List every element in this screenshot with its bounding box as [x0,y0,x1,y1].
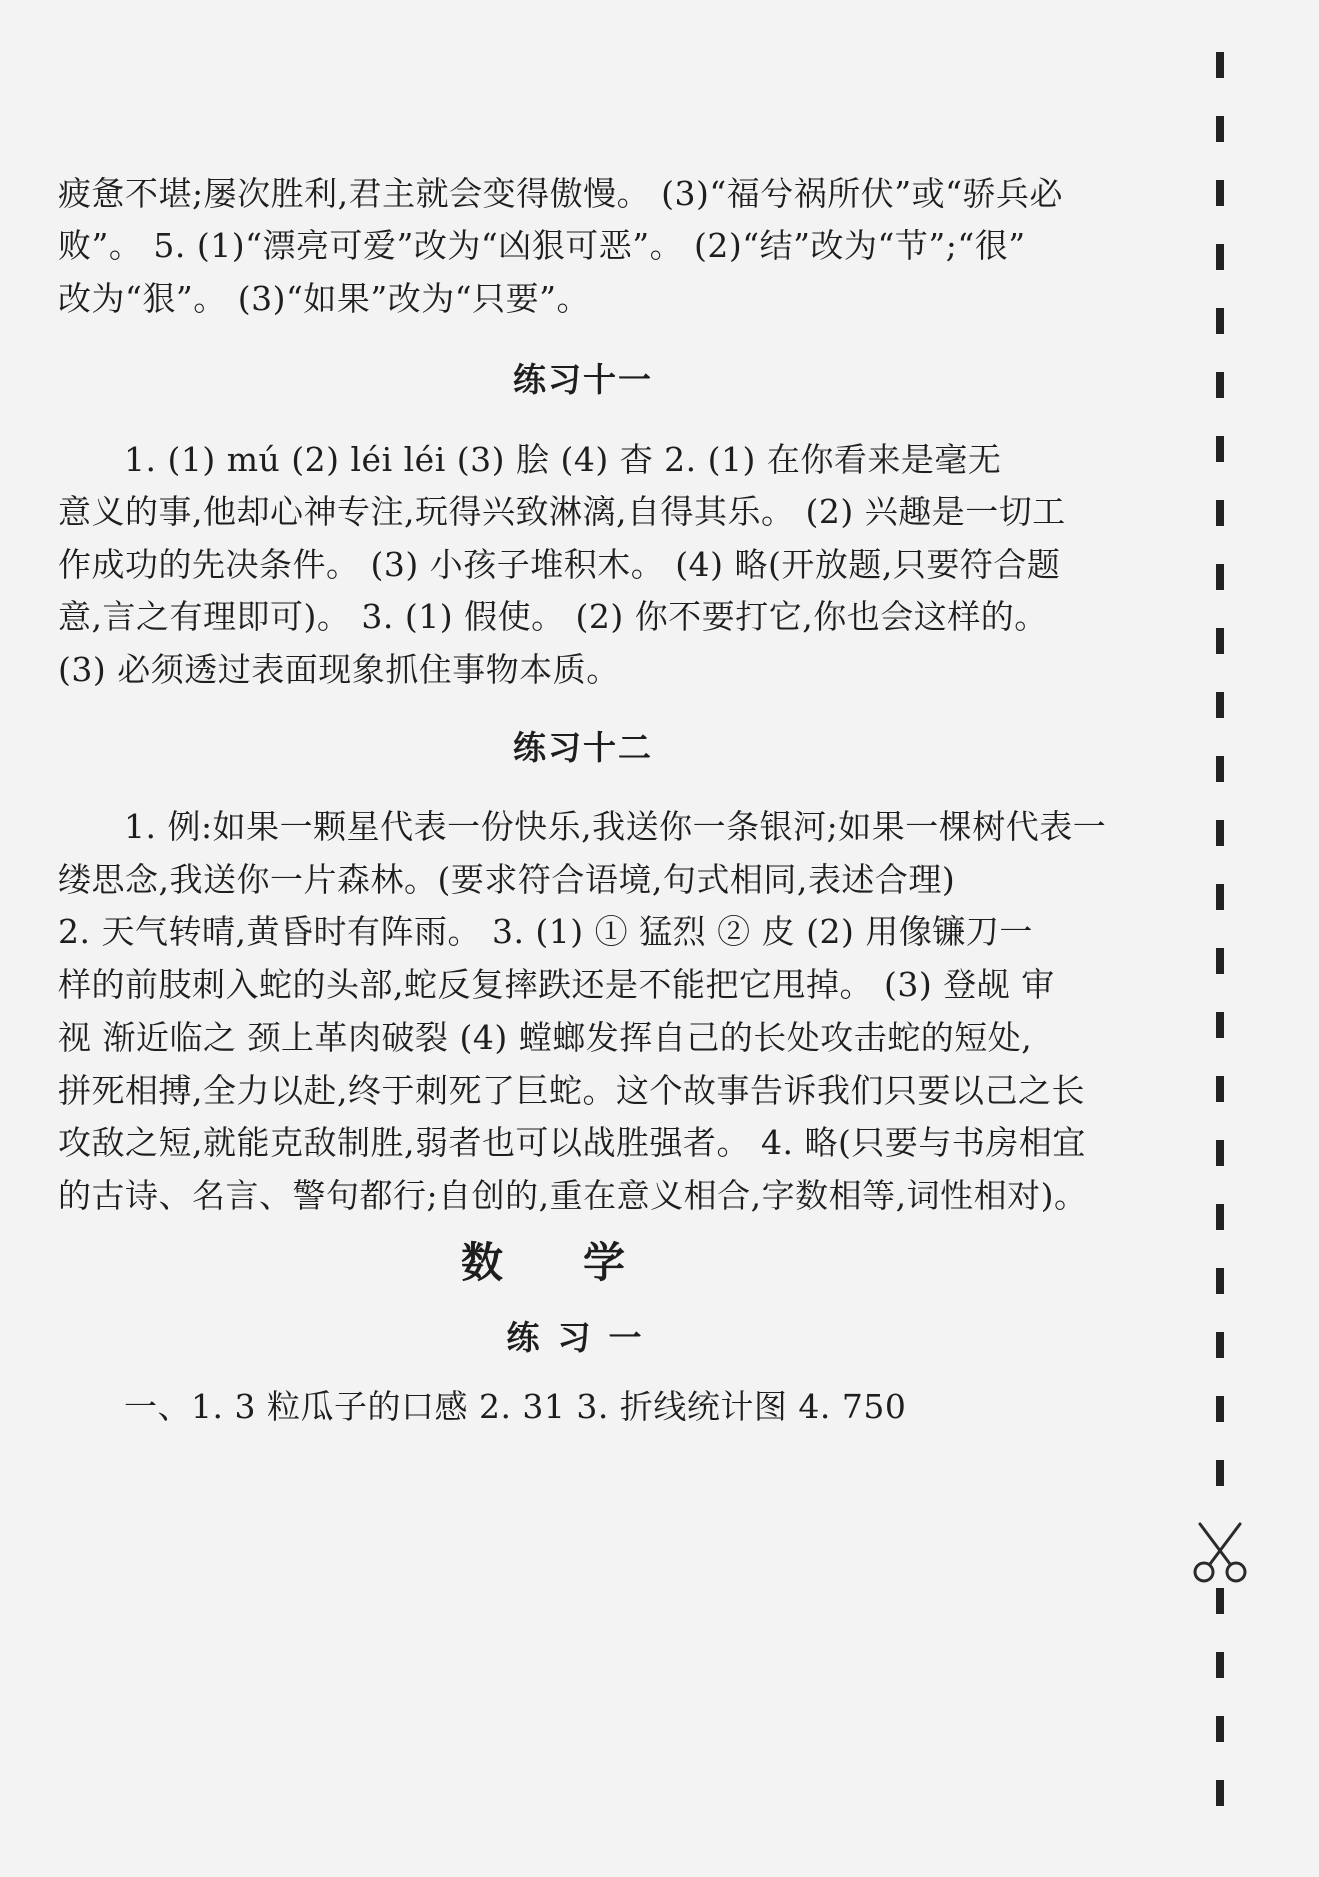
scissors-icon [1182,1518,1258,1586]
answer-line: 1. (1) mú (2) léi léi (3) 脍 (4) 杳 2. (1) 在你看来是毫无 [124,440,1002,479]
answer-line: 改为“狠”。 (3)“如果”改为“只要”。 [58,279,590,318]
answer-line: 作成功的先决条件。 (3) 小孩子堆积木。 (4) 略(开放题,只要符合题 [58,545,1061,584]
section-title: 练习十二 [513,728,653,767]
answer-line: 的古诗、名言、警句都行;自创的,重在意义相合,字数相等,词性相对)。 [58,1176,1088,1215]
answer-line: 缕思念,我送你一片森林。(要求符合语境,句式相同,表述合理) [58,860,956,899]
answer-line: 1. 例:如果一颗星代表一份快乐,我送你一条银河;如果一棵树代表一 [124,807,1107,846]
answer-line: 拼死相搏,全力以赴,终于刺死了巨蛇。这个故事告诉我们只要以己之长 [58,1071,1085,1110]
answer-line: 视 渐近临之 颈上革肉破裂 (4) 螳螂发挥自己的长处攻击蛇的短处, [58,1018,1033,1057]
answer-line: 一、1. 3 粒瓜子的口感 2. 31 3. 折线统计图 4. 750 [124,1387,907,1426]
answer-line: 2. 天气转晴,黄昏时有阵雨。 3. (1) ① 猛烈 ② 皮 (2) 用像镰刀一 [58,912,1033,951]
answer-line: 败”。 5. (1)“漂亮可爱”改为“凶狠可恶”。 (2)“结”改为“节”;“很” [58,226,1026,265]
answer-line: 意,言之有理即可)。 3. (1) 假使。 (2) 你不要打它,你也会这样的。 [58,597,1048,636]
answer-line: (3) 必须透过表面现象抓住事物本质。 [58,650,620,689]
section-title: 练习一 [506,1318,660,1357]
answer-line: 攻敌之短,就能克敌制胜,弱者也可以战胜强者。 4. 略(只要与书房相宜 [58,1123,1086,1162]
section-title: 练习十一 [513,360,653,399]
answer-line: 疲惫不堪;屡次胜利,君主就会变得傲慢。 (3)“福兮祸所伏”或“骄兵必 [58,174,1063,213]
subject-title: 数学 [460,1238,705,1287]
answer-line: 意义的事,他却心神专注,玩得兴致淋漓,自得其乐。 (2) 兴趣是一切工 [58,492,1066,531]
answer-line: 样的前肢刺入蛇的头部,蛇反复摔跌还是不能把它甩掉。 (3) 登觇 审 [58,965,1055,1004]
